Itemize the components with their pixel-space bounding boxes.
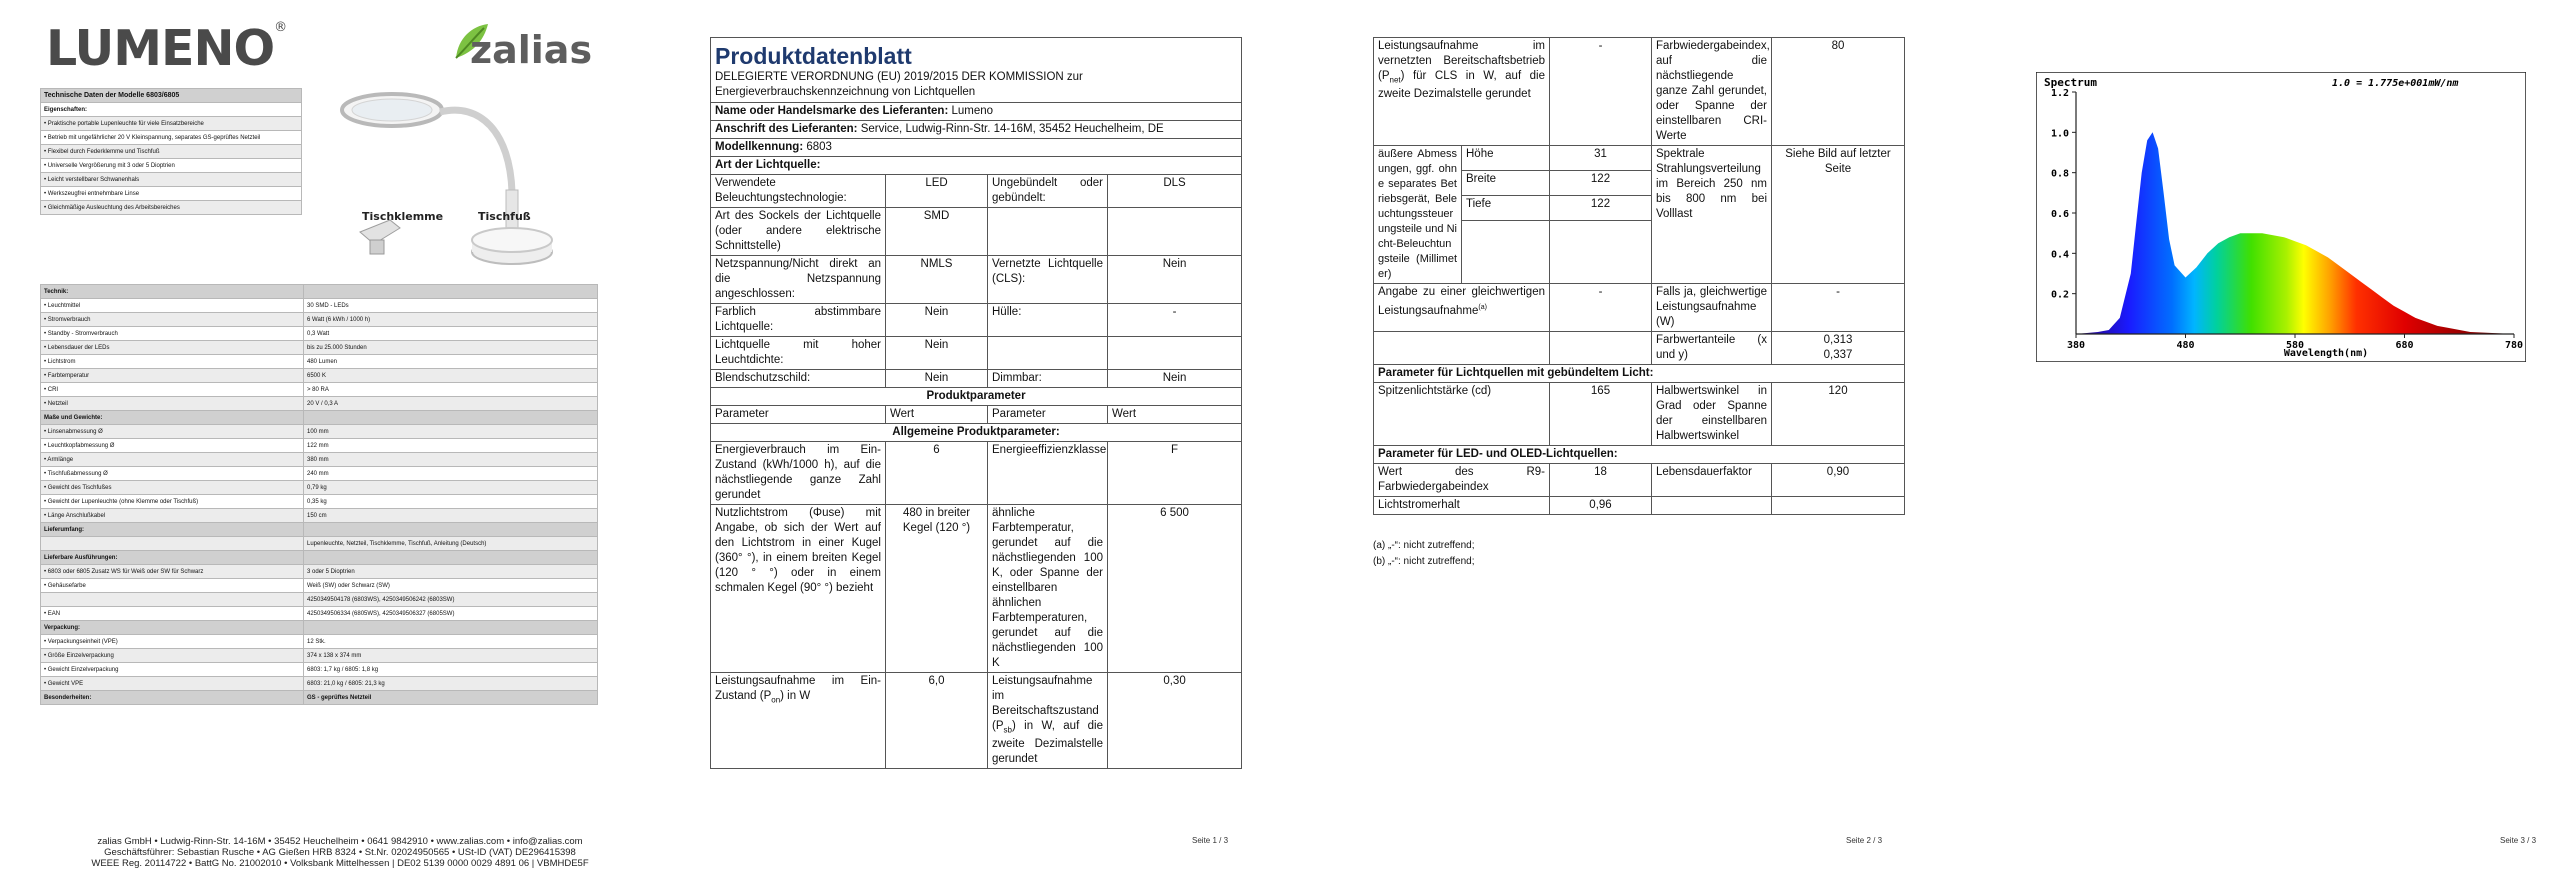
tech-value: GS - geprüftes Netzteil [304, 691, 598, 705]
tech-value: 0,79 kg [304, 481, 598, 495]
param-label: Leistungsaufnahme im Ein-Zustand $(P_{on})$ in W [711, 673, 886, 769]
model-label: Modellkennung: [715, 141, 804, 153]
tech-key: • Verpackungseinheit (VPE) [41, 635, 304, 649]
address-value: Service, Ludwig-Rinn-Str. 14-16M, 35452 Heuchelheim, DE [860, 123, 1164, 135]
tech-row [41, 411, 598, 425]
param-label: Farbwertanteile (x und y) [1652, 332, 1772, 365]
tech-row [41, 565, 598, 579]
tech-key: Besonderheiten: [41, 691, 304, 705]
datasheet-title: Produktdatenblatt [715, 43, 912, 69]
tech-row [41, 495, 598, 509]
param-value: 0,30 [1108, 673, 1242, 769]
datasheet-table-part1 [710, 37, 1242, 769]
param-label: Leistungsaufnahme im vernetzten Bereitschaftsbetrieb $(P_{net})$ für CLS in W, auf die zweite Dezimalstelle gerundet [1374, 38, 1550, 146]
y-tick-label: 0.4 [2050, 249, 2069, 261]
clamp-label: Tischklemme [362, 210, 444, 223]
param-label: Verwendete Beleuchtungstechnologie: [711, 175, 886, 208]
chart-scale-note: 1.0 = 1.775e+001mW/nm [2332, 78, 2459, 89]
tech-key: • Gehäusefarbe [41, 579, 304, 593]
x-tick-label: 680 [2395, 340, 2414, 351]
tech-row [41, 509, 598, 523]
tech-value: 6803: 1,7 kg / 6805: 1,8 kg [304, 663, 598, 677]
tech-key: • Linsenabmessung Ø [41, 425, 304, 439]
tech-value: 6803: 21,0 kg / 6805: 21,3 kg [304, 677, 598, 691]
param-value: DLS [1108, 175, 1242, 208]
tech-row [41, 341, 598, 355]
col-header-value: Wert [1108, 406, 1242, 424]
spec-title: Technische Daten der Modelle 6803/6805 [41, 89, 302, 103]
x-tick-label: 780 [2504, 340, 2524, 351]
tech-value: Weiß (SW) oder Schwarz (SW) [304, 579, 598, 593]
property-item: • Flexibel durch Federklemme und Tischfuß [41, 145, 302, 159]
param-value: 480 in breiter Kegel (120 °) [886, 505, 988, 673]
supplier-label: Name oder Handelsmarke des Lieferanten: [715, 105, 949, 117]
supplier-value: Lumeno [951, 105, 994, 117]
tech-value: 240 mm [304, 467, 598, 481]
y-tick-label: 1.2 [2050, 88, 2069, 99]
properties-heading: Eigenschaften: [41, 103, 302, 117]
param-label: Hülle: [988, 304, 1108, 337]
tech-key: • Größe Einzelverpackung [41, 649, 304, 663]
param-value: - [1550, 38, 1652, 146]
tech-row [41, 663, 598, 677]
tech-value: 374 x 138 x 374 mm [304, 649, 598, 663]
property-item: • Praktische portable Lupenleuchte für viele Einsatzbereiche [41, 117, 302, 131]
tech-value: 0,3 Watt [304, 327, 598, 341]
section-led-params: Parameter für LED- und OLED-Lichtquellen: [1374, 446, 1905, 464]
tech-row [41, 537, 598, 551]
tech-key: • Farbtemperatur [41, 369, 304, 383]
col-header-param: Parameter [711, 406, 886, 424]
y-tick-label: 0.8 [2050, 168, 2069, 180]
tech-row [41, 593, 598, 607]
param-value: SMD [886, 208, 988, 256]
tech-key: • Armlänge [41, 453, 304, 467]
property-item: • Universelle Vergrößerung mit 3 oder 5 Dioptrien [41, 159, 302, 173]
tech-row [41, 691, 598, 705]
param-value: Siehe Bild auf letzter Seite [1772, 146, 1905, 284]
param-value: - [1772, 284, 1905, 332]
company-footer [40, 836, 640, 869]
tech-row [41, 481, 598, 495]
param-label: Ungebündelt oder gebündelt: [988, 175, 1108, 208]
param-value: Nein [886, 337, 988, 370]
dimension-label: Höhe [1462, 146, 1550, 171]
param-value: Nein [886, 370, 988, 388]
tech-value: 0,35 kg [304, 495, 598, 509]
tech-row [41, 635, 598, 649]
tech-row [41, 467, 598, 481]
tech-value: 20 V / 0,3 A [304, 397, 598, 411]
property-item: • Betrieb mit ungefährlicher 20 V Kleinspannung, separates GS-geprüftes Netzteil [41, 131, 302, 145]
page-number: Seite 3 / 3 [2500, 836, 2537, 845]
tech-value: 4250349504178 (6803WS), 4250349506242 (6803SW) [304, 593, 598, 607]
tech-key [41, 537, 304, 551]
section-bundled-light: Parameter für Lichtquellen mit gebündeltem Licht: [1374, 365, 1905, 383]
dimension-value: 122 [1550, 196, 1652, 221]
tech-key: Lieferbare Ausführungen: [41, 551, 304, 565]
tech-value [304, 621, 598, 635]
tech-key: • Länge Anschlußkabel [41, 509, 304, 523]
param-label: Halbwertswinkel in Grad oder Spanne der einstellbaren Halbwertswinkel [1652, 383, 1772, 446]
param-value: 0,313 0,337 [1772, 332, 1905, 365]
tech-row [41, 607, 598, 621]
tech-key: • Gewicht VPE [41, 677, 304, 691]
param-value: F [1108, 442, 1242, 505]
tech-row [41, 397, 598, 411]
param-label: Energieeffizienzklasse [988, 442, 1108, 505]
tech-key: • Leuchtkopfabmessung Ø [41, 439, 304, 453]
tech-value: bis zu 25.000 Stunden [304, 341, 598, 355]
tech-row [41, 621, 598, 635]
param-value: 6 [886, 442, 988, 505]
tech-row [41, 439, 598, 453]
tech-key: • Lichtstrom [41, 355, 304, 369]
tech-value: 3 oder 5 Dioptrien [304, 565, 598, 579]
param-label: Dimmbar: [988, 370, 1108, 388]
y-tick-label: 0.6 [2050, 209, 2069, 220]
tech-key: • Leuchtmittel [41, 299, 304, 313]
tech-row [41, 355, 598, 369]
tech-row [41, 551, 598, 565]
tech-row [41, 313, 598, 327]
param-label: Farbwiedergabeindex, auf die nächstliegende ganze Zahl gerundet, oder Spanne der einstellbaren CRI-Werte [1652, 38, 1772, 146]
tech-value: 480 Lumen [304, 355, 598, 369]
tech-value: > 80 RA [304, 383, 598, 397]
tech-row [41, 299, 598, 313]
tech-key: Technik: [41, 285, 304, 299]
tech-row [41, 649, 598, 663]
tech-value: 150 cm [304, 509, 598, 523]
param-label: Falls ja, gleichwertige Leistungsaufnahme (W) [1652, 284, 1772, 332]
tech-row [41, 453, 598, 467]
spectrum-chart [2036, 72, 2526, 362]
lumeno-logo: LUMENO® [46, 20, 287, 77]
regulation-text: DELEGIERTE VERORDNUNG (EU) 2019/2015 DER KOMMISSION zur Energieverbrauchskennzeichnung von Lichtquellen [715, 71, 1083, 98]
tech-row [41, 327, 598, 341]
tech-key: Verpackung: [41, 621, 304, 635]
param-label: Lebensdauerfaktor [1652, 464, 1772, 497]
tech-key: • EAN [41, 607, 304, 621]
tech-key: • 6803 oder 6805 Zusatz WS für Weiß oder SW für Schwarz [41, 565, 304, 579]
datasheet-table-part2 [1373, 37, 1905, 515]
param-label: Lichtstromerhalt [1374, 497, 1550, 515]
tech-key: • Tischfußabmessung Ø [41, 467, 304, 481]
param-value: 80 [1772, 38, 1905, 146]
param-label: Spitzenlichtstärke (cd) [1374, 383, 1550, 446]
param-value: Nein [886, 304, 988, 337]
tech-value: 12 Stk. [304, 635, 598, 649]
param-label: ähnliche Farbtemperatur, gerundet auf die nächstliegenden 100 K, oder Spanne der einstellbaren ähnlichen Farbtemperaturen, gerundet auf die nächstliegenden 100 K [988, 505, 1108, 673]
properties-table [40, 88, 302, 215]
tech-value: 4250349506334 (6805WS), 4250349506327 (6805SW) [304, 607, 598, 621]
model-value: 6803 [806, 141, 832, 153]
param-label: Angabe zu einer gleichwertigen Leistungsaufnahme$^{(a)}$ [1374, 284, 1550, 332]
tech-key: • Gewicht der Lupenleuchte (ohne Klemme oder Tischfuß) [41, 495, 304, 509]
page-number: Seite 2 / 3 [1846, 836, 1883, 845]
tech-key: Maße und Gewichte: [41, 411, 304, 425]
tech-value [304, 551, 598, 565]
param-label: Netzspannung/Nicht direkt an die Netzspannung angeschlossen: [711, 256, 886, 304]
dimension-value: 122 [1550, 171, 1652, 196]
tech-row [41, 677, 598, 691]
x-axis-label: Wavelength(nm) [2283, 348, 2369, 359]
x-tick-label: 580 [2285, 340, 2305, 351]
foot-label: Tischfuß [478, 210, 531, 223]
tech-key [41, 593, 304, 607]
tech-key: • Netzteil [41, 397, 304, 411]
tech-value: 122 mm [304, 439, 598, 453]
page-number: Seite 1 / 3 [1192, 836, 1229, 845]
param-label: Lichtquelle mit hoher Leuchtdichte: [711, 337, 886, 370]
tech-value: Lupenleuchte, Netzteil, Tischklemme, Tischfuß, Anleitung (Deutsch) [304, 537, 598, 551]
tech-value: 100 mm [304, 425, 598, 439]
tech-key: Lieferumfang: [41, 523, 304, 537]
tech-row [41, 369, 598, 383]
magnifier-lamp-image [330, 82, 590, 272]
tech-key: • Gewicht des Tischfußes [41, 481, 304, 495]
param-value: NMLS [886, 256, 988, 304]
col-header-param: Parameter [988, 406, 1108, 424]
light-type-label: Art der Lichtquelle: [711, 157, 1242, 175]
tech-row [41, 523, 598, 537]
tech-value: 6 Watt (6 kWh / 1000 h) [304, 313, 598, 327]
property-item: • Leicht verstellbarer Schwanenhals [41, 173, 302, 187]
zalias-logo: zalias [470, 28, 593, 72]
footer-line: WEEE Reg. 20114722 • BattG No. 21002010 • Volksbank Mittelhessen | DE02 5139 0000 0029 4891 06 | VBMHDE5F [91, 858, 589, 869]
param-value: - [1550, 284, 1652, 332]
section-general-params: Allgemeine Produktparameter: [711, 424, 1242, 442]
param-label: Farblich abstimmbare Lichtquelle: [711, 304, 886, 337]
param-label: Vernetzte Lichtquelle (CLS): [988, 256, 1108, 304]
param-label: Leistungsaufnahme im Bereitschaftszustand $(P_{sb})$ in W, auf die zweite Dezimalstelle gerundet [988, 673, 1108, 769]
param-value: - [1108, 304, 1242, 337]
param-value: 6,0 [886, 673, 988, 769]
param-value: 0,90 [1772, 464, 1905, 497]
tech-value [304, 523, 598, 537]
param-value: 18 [1550, 464, 1652, 497]
tech-key: • Gewicht Einzelverpackung [41, 663, 304, 677]
param-value: Nein [1108, 370, 1242, 388]
y-tick-label: 0.2 [2050, 289, 2069, 301]
param-value: 0,96 [1550, 497, 1652, 515]
x-tick-label: 480 [2176, 340, 2195, 351]
x-tick-label: 380 [2066, 340, 2086, 351]
tech-row [41, 579, 598, 593]
tech-value [304, 285, 598, 299]
param-label: Art des Sockels der Lichtquelle (oder andere elektrische Schnittstelle) [711, 208, 886, 256]
section-product-params: Produktparameter [711, 388, 1242, 406]
dimension-value: 31 [1550, 146, 1652, 171]
tech-row [41, 425, 598, 439]
tech-row [41, 383, 598, 397]
tech-value: 30 SMD - LEDs [304, 299, 598, 313]
col-header-value: Wert [886, 406, 988, 424]
property-item: • Gleichmäßige Ausleuchtung des Arbeitsbereiches [41, 201, 302, 215]
footer-line: zalias GmbH • Ludwig-Rinn-Str. 14-16M • 35452 Heuchelheim • 0641 9842910 • www.zalias.com • info@zalias.com [97, 836, 583, 847]
param-label: Nutzlichtstrom (Φuse) mit Angabe, ob sich der Wert auf den Lichtstrom in einer Kugel (360° °), in einem breiten Kegel (120 ° °) oder in einem schmalen Kegel (90° °) bezieht [711, 505, 886, 673]
property-item: • Werkszeugfrei entnehmbare Linse [41, 187, 302, 201]
footnote-a: (a) „-“: nicht zutreffend; [1373, 540, 1475, 551]
tech-key: • Standby - Stromverbrauch [41, 327, 304, 341]
tech-key: • Stromverbrauch [41, 313, 304, 327]
y-tick-label: 1.0 [2050, 128, 2069, 140]
param-label: Wert des R9-Farbwiedergabeindex [1374, 464, 1550, 497]
param-label: Energieverbrauch im Ein-Zustand (kWh/1000 h), auf die nächstliegende ganze Zahl gerundet [711, 442, 886, 505]
param-value: LED [886, 175, 988, 208]
param-value: 165 [1550, 383, 1652, 446]
param-value: 6 500 [1108, 505, 1242, 673]
address-label: Anschrift des Lieferanten: [715, 123, 858, 135]
param-label: Blendschutzschild: [711, 370, 886, 388]
chart-title: Spectrum [2044, 76, 2097, 89]
param-value: 120 [1772, 383, 1905, 446]
param-label: Spektrale Strahlungsverteilung im Bereich 250 nm bis 800 nm bei Volllast [1652, 146, 1772, 284]
tech-key: • Lebensdauer der LEDs [41, 341, 304, 355]
tech-value: 6500 K [304, 369, 598, 383]
dimension-label: Breite [1462, 171, 1550, 196]
footnote-b: (b) „-“: nicht zutreffend; [1373, 556, 1475, 567]
dimension-label: Tiefe [1462, 196, 1550, 221]
tech-value [304, 411, 598, 425]
param-label: äußere Abmessungen, ggf. ohne separates Betriebsgerät, Beleuchtungssteuerungsteile und Nicht-Beleuchtungsteile (Millimeter) [1374, 146, 1462, 284]
technical-data-table [40, 284, 598, 705]
tech-row [41, 285, 598, 299]
param-value: Nein [1108, 256, 1242, 304]
tech-value: 380 mm [304, 453, 598, 467]
footer-line: Geschäftsführer: Sebastian Rusche • AG Gießen HRB 8324 • St.Nr. 02024950565 • USt-ID (VAT) DE296415398 [104, 847, 576, 858]
tech-key: • CRI [41, 383, 304, 397]
